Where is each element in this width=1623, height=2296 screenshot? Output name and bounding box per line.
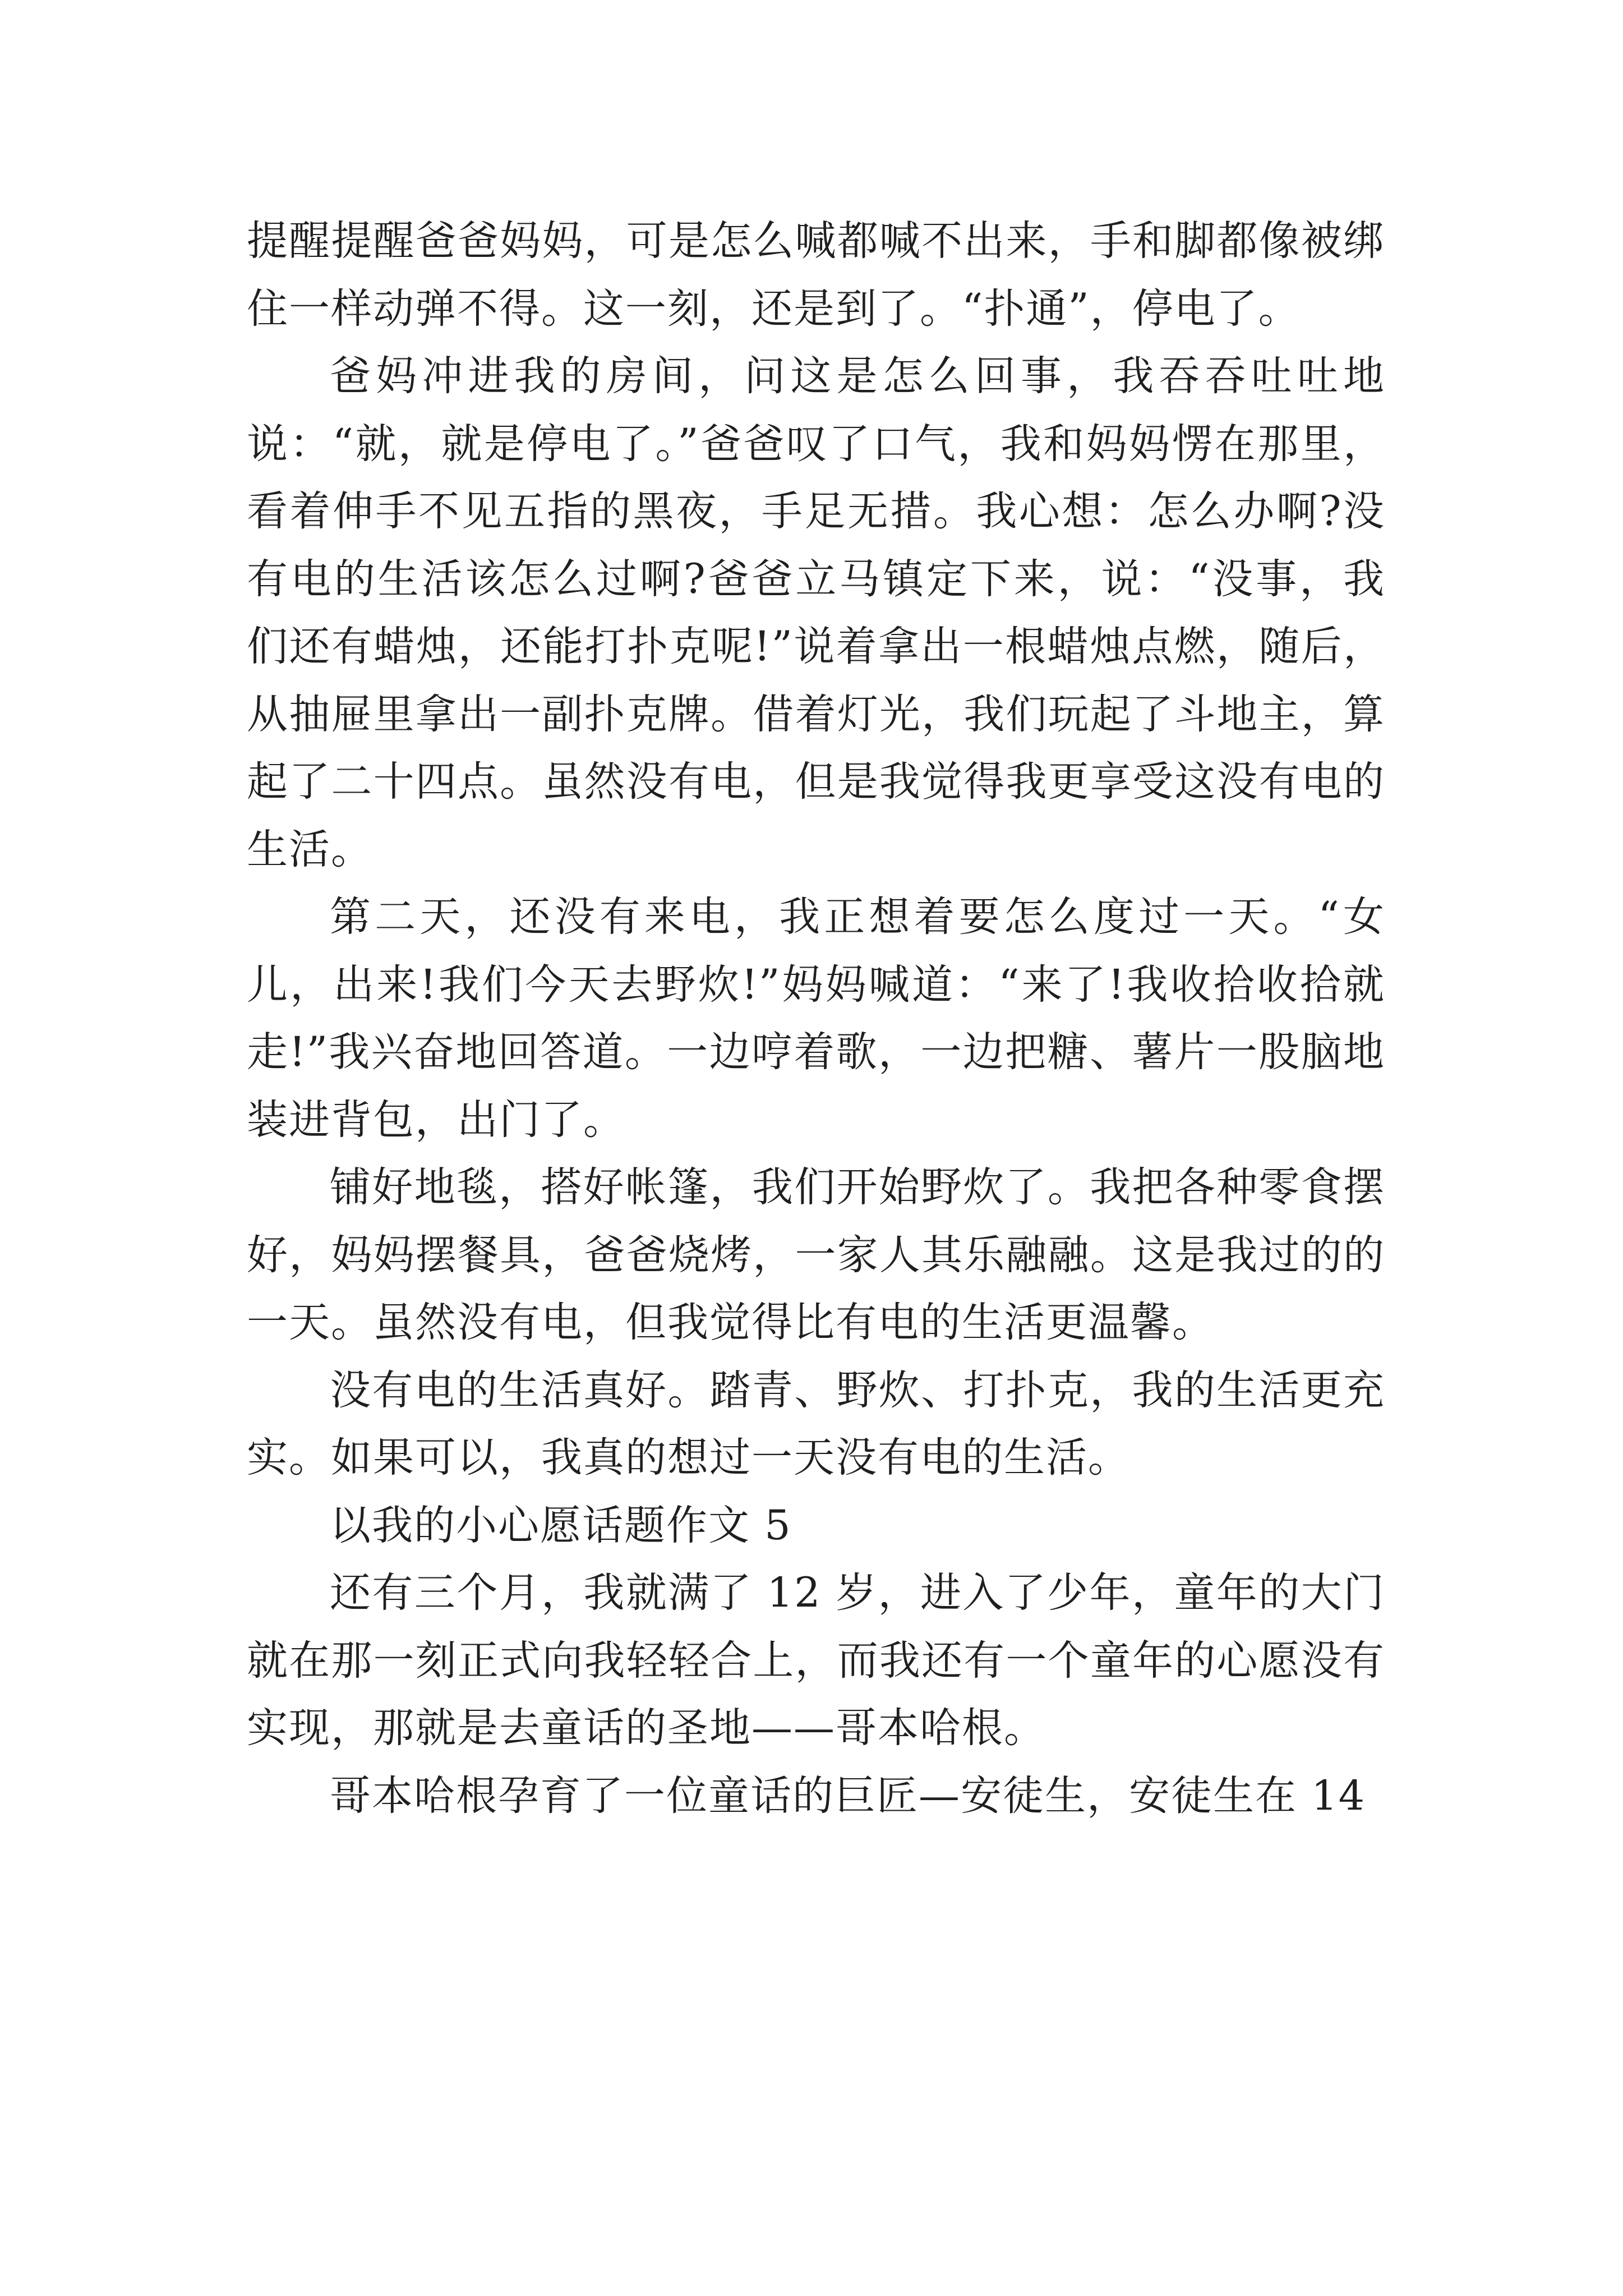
paragraph: 哥本哈根孕育了一位童话的巨匠—安徒生，安徒生在 14 xyxy=(330,1772,1366,1820)
paragraph: 提醒提醒爸爸妈妈，可是怎么喊都喊不出来，手和脚都像被绑住一样动弹不得。这一刻，还是到了。“扑通”，停电了。 xyxy=(247,217,1385,333)
paragraph: 还有三个月，我就满了 12 岁，进入了少年，童年的大门就在那一刻正式向我轻轻合上，而我还有一个童年的心愿没有实现，那就是去童话的圣地——哥本哈根。 xyxy=(247,1569,1385,1752)
document-body xyxy=(247,208,1385,1830)
paragraph: 铺好地毯，搭好帐篷，我们开始野炊了。我把各种零食摆好，妈妈摆餐具，爸爸烧烤，一家人其乐融融。这是我过的的一天。虽然没有电，但我觉得比有电的生活更温馨。 xyxy=(247,1163,1385,1346)
paragraph: 没有电的生活真好。踏青、野炊、打扑克，我的生活更充实。如果可以，我真的想过一天没有电的生活。 xyxy=(247,1366,1385,1481)
paragraph: 爸妈冲进我的房间，问这是怎么回事，我吞吞吐吐地说：“就，就是停电了。”爸爸叹了口气，我和妈妈愣在那里，看着伸手不见五指的黑夜，手足无措。我心想：怎么办啊?没有电的生活该怎么过啊?爸爸立马镇定下来，说：“没事，我们还有蜡烛，还能打扑克呢!”说着拿出一根蜡烛点燃，随后，从抽屉里拿出一副扑克牌。借着灯光，我们玩起了斗地主，算起了二十四点。虽然没有电，但是我觉得我更享受这没有电的生活。 xyxy=(247,352,1385,873)
paragraph: 第二天，还没有来电，我正想着要怎么度过一天。“女儿，出来!我们今天去野炊!”妈妈喊道：“来了!我收拾收拾就走!”我兴奋地回答道。一边哼着歌，一边把糖、薯片一股脑地装进背包，出门了。 xyxy=(247,893,1385,1144)
section-heading: 以我的小心愿话题作文 5 xyxy=(330,1501,792,1549)
